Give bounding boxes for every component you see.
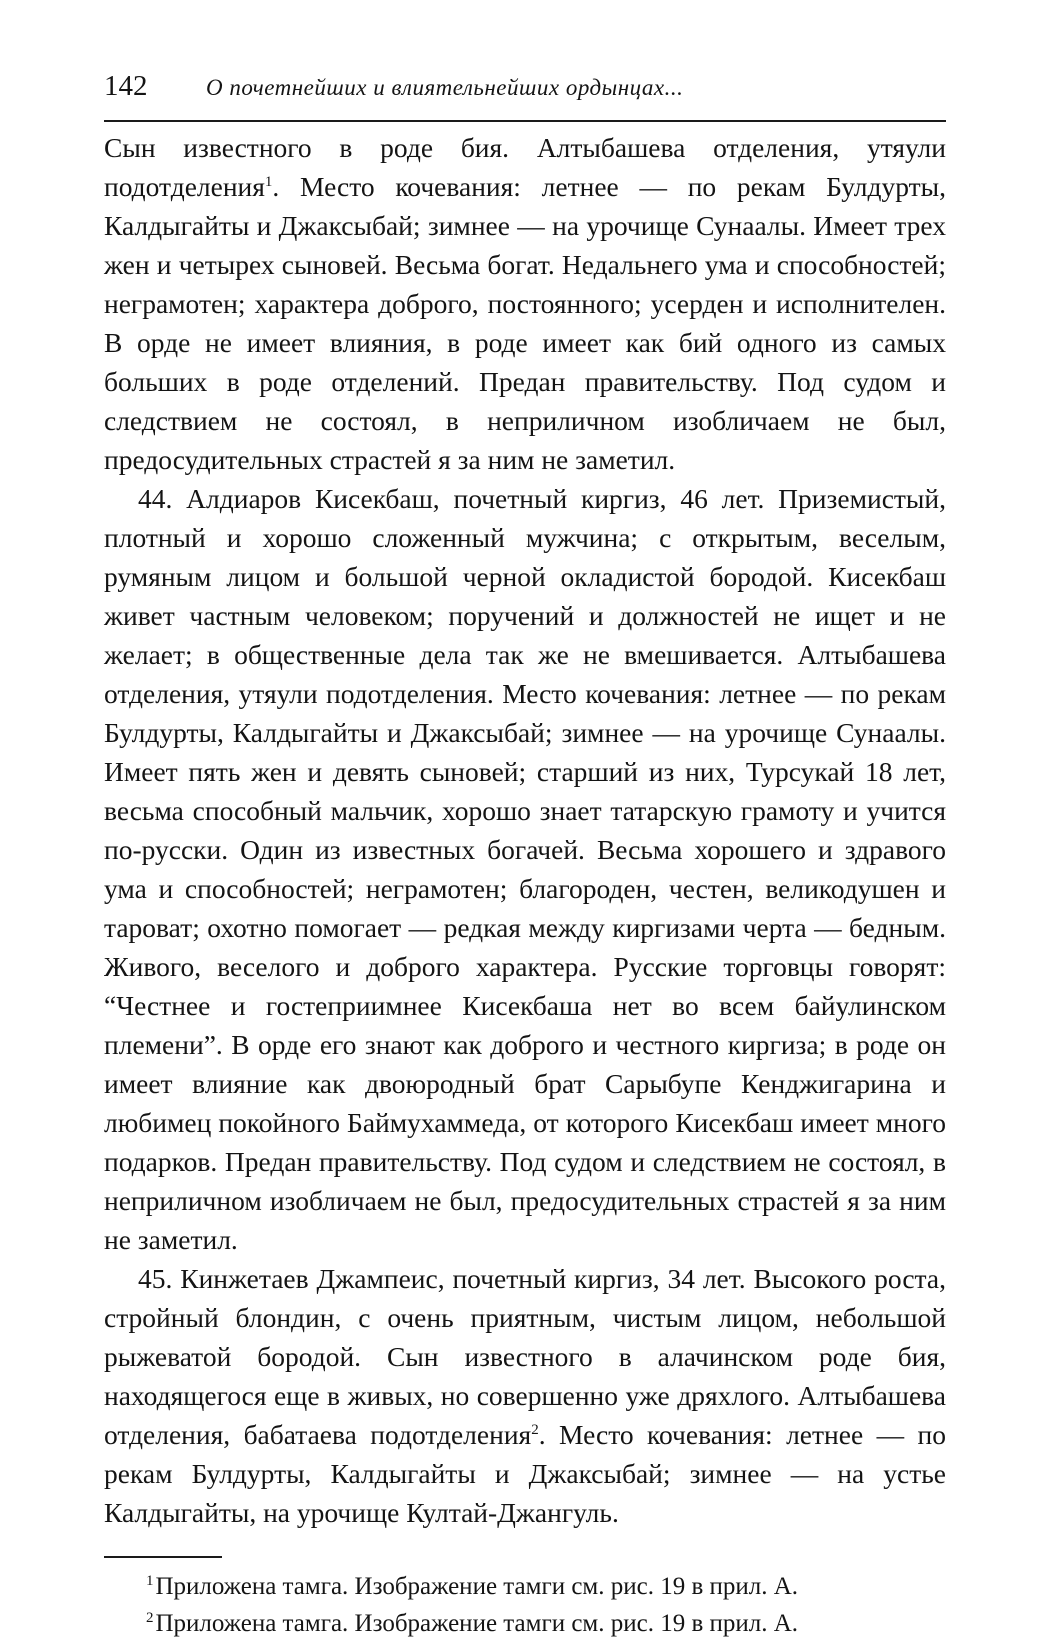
- paragraph-text: 45. Кинжетаев Джампеис, почетный киргиз, 34 лет. Высокого роста, стройный блондин, с очень приятным, чистым лицом, небольшой рыжеватой бородой. Сын известного в алачинском роде бия, находящегося еще в живых, но совершенно уже дряхлого. Алтыбашева отделения, бабатаева подотделения: [104, 1263, 946, 1450]
- body-text: [104, 128, 946, 1532]
- footnote-ref: 1: [264, 173, 273, 190]
- book-page: [104, 70, 946, 1642]
- footnote: [146, 1605, 946, 1642]
- footnote-text: Приложена тамга. Изображение тамги см. рис. 19 в прил. А.: [155, 1573, 799, 1600]
- paragraph-entry-45: [104, 1259, 946, 1532]
- footnote-ref: 2: [531, 1421, 539, 1438]
- footnote: [146, 1568, 946, 1605]
- paragraph-continuation: [104, 128, 946, 479]
- running-title: О почетнейших и влиятельнейших ордынцах...: [206, 75, 684, 100]
- footnote-mark: 2: [146, 1609, 154, 1626]
- paragraph-entry-44: 44. Алдиаров Кисекбаш, почетный киргиз, 46 лет. Приземистый, плотный и хорошо сложенный мужчина; с открытым, веселым, румяным лицом и большой черной окладистой бородой. Кисекбаш живет частным человеком; поручений и должностей не ищет и не желает; в общественные дела так же не вмешивается. Алтыбашева отделения, утяули подотделения. Место кочевания: летнее — по рекам Булдурты, Калдыгайты и Джаксыбай; зимнее — на урочище Сунаалы. Имеет пять жен и девять сыновей; старший из них, Турсукай 18 лет, весьма способный мальчик, хорошо знает татарскую грамоту и учится по-русски. Один из известных богачей. Весьма хорошего и здравого ума и способностей; неграмотен; благороден, честен, великодушен и тароват; охотно помогает — редкая между киргизами черта — бедным. Живого, веселого и доброго характера. Русские торговцы говорят: “Честнее и гостеприимнее Кисекбаша нет во всем байулинском племени”. В орде его знают как доброго и честного киргиза; в роде он имеет влияние как двоюродный брат Сарыбупе Кенджигарина и любимец покойного Баймухаммеда, от которого Кисекбаш имеет много подарков. Предан правительству. Под судом и следствием не состоял, в неприличном изобличаем не был, предосудительных страстей я за ним не заметил.: [104, 483, 946, 1255]
- paragraph-text: Сын известного в роде бия. Алтыбашева отделения, утяули подотделения: [104, 132, 946, 202]
- footnote-rule: [104, 1556, 222, 1558]
- running-head: [104, 70, 946, 118]
- footnotes: [104, 1568, 946, 1642]
- header-rule: [104, 120, 946, 122]
- footnote-text: Приложена тамга. Изображение тамги см. рис. 19 в прил. А.: [155, 1610, 799, 1637]
- paragraph-text: . Место кочевания: летнее — по рекам Булдурты, Калдыгайты и Джаксыбай; зимнее — на урочище Сунаалы. Имеет трех жен и четырех сыновей. Весьма богат. Недальнего ума и способностей; неграмотен; характера доброго, постоянного; усерден и исполнителен. В орде не имеет влияния, в роде имеет как бий одного из самых больших в роде отделений. Предан правительству. Под судом и следствием не состоял, в неприличном изобличаем не был, предосудительных страстей я за ним не заметил.: [104, 171, 946, 475]
- paragraph-text: . Место кочевания: летнее — по рекам Булдурты, Калдыгайты и Джаксыбай; зимнее — на устье Калдыгайты, на урочище Култай-Джангуль.: [104, 1419, 946, 1528]
- footnote-mark: 1: [146, 1572, 154, 1589]
- page-number: 142: [104, 70, 148, 102]
